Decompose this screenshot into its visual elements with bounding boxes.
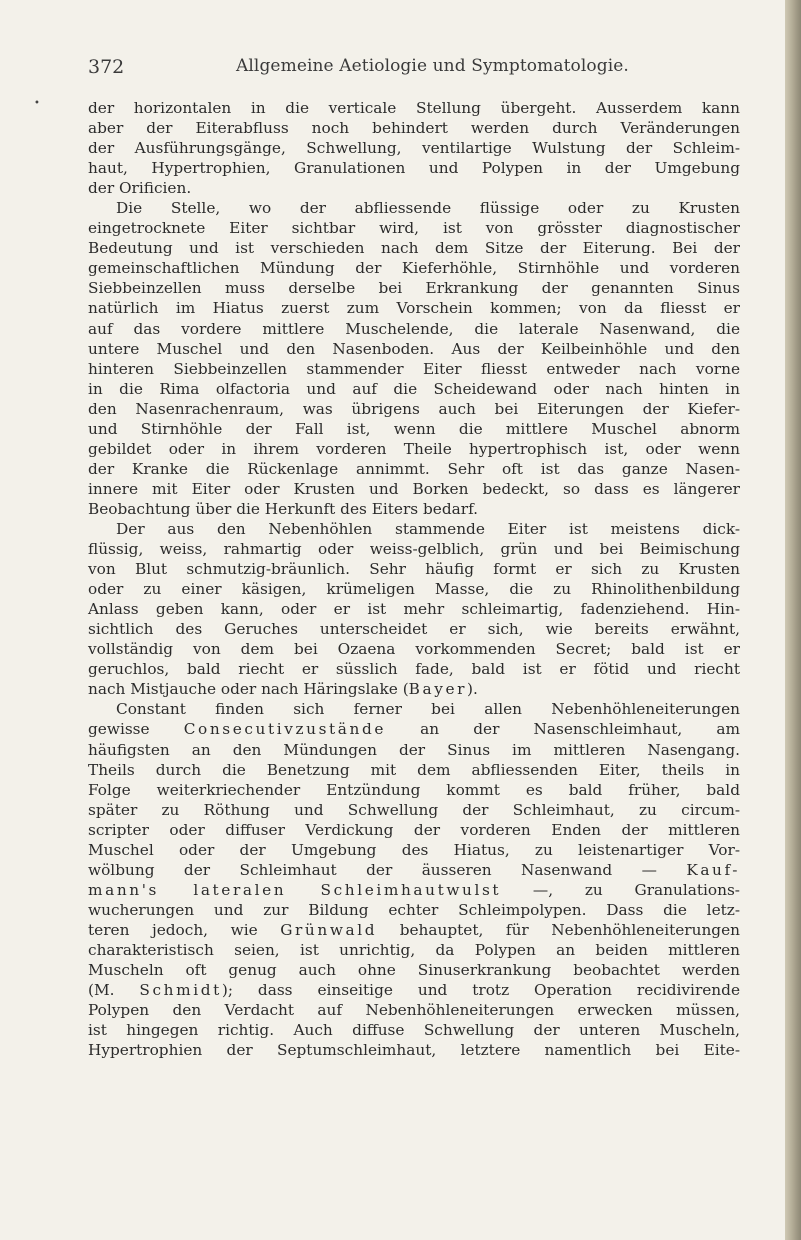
text-line: der Ausführungsgänge, Schwellung, ventilartige Wulstung der Schleim-: [88, 139, 740, 158]
text-line: häufigsten an den Mündungen der Sinus im mittleren Nasengang.: [88, 740, 740, 759]
text-line: innere mit Eiter oder Krusten und Borken bedeckt, so dass es längerer: [88, 479, 740, 498]
text-line: Muscheln oft genug auch ohne Sinuserkrankung beobachtet werden: [88, 961, 740, 980]
text-line: Anlass geben kann, oder er ist mehr schleimartig, fadenziehend. Hin-: [88, 600, 740, 619]
text-line: Bedeutung und ist verschieden nach dem Sitze der Eiterung. Bei der: [88, 239, 740, 258]
text-line: geruchlos, bald riecht er süsslich fade, bald ist er fötid und riecht: [88, 660, 740, 679]
text-line: Die Stelle, wo der abfliessende flüssige oder zu Krusten: [116, 199, 740, 218]
text-line: sichtlich des Geruches unterscheidet er sich, wie bereits erwähnt,: [88, 620, 740, 639]
text-line: (M. Schmidt); dass einseitige und trotz Operation recidivirende: [88, 981, 740, 1000]
text-line: von Blut schmutzig-bräunlich. Sehr häufig formt er sich zu Krusten: [88, 560, 740, 579]
page-edge-shadow: [785, 0, 801, 1240]
spaced-name: Schmidt: [139, 981, 222, 1000]
text-line: gebildet oder in ihrem vorderen Theile hypertrophisch ist, oder wenn: [88, 439, 740, 458]
spaced-name: Consecutivzustände: [183, 720, 387, 739]
text-line: Hypertrophien der Septumschleimhaut, letztere namentlich bei Eite-: [88, 1041, 740, 1060]
text-line: aber der Eiterabfluss noch behindert werden durch Veränderungen: [88, 119, 740, 138]
text-line: auf das vordere mittlere Muschelende, die laterale Nasenwand, die: [88, 319, 740, 338]
text-line: ist hingegen richtig. Auch diffuse Schwellung der unteren Muscheln,: [88, 1021, 740, 1040]
text-line: gewisse Consecutivzustände an der Nasenschleimhaut, am: [88, 720, 740, 739]
text-line: und Stirnhöhle der Fall ist, wenn die mittlere Muschel abnorm: [88, 419, 740, 438]
text-line: in die Rima olfactoria und auf die Scheidewand oder nach hinten in: [88, 379, 740, 398]
page-number: 372: [88, 56, 125, 78]
text-line: gemeinschaftlichen Mündung der Kieferhöhle, Stirnhöhle und vorderen: [88, 259, 740, 278]
text-line: Muschel oder der Umgebung des Hiatus, zu leistenartiger Vor-: [88, 840, 740, 859]
text-line: teren jedoch, wie Grünwald behauptet, für Nebenhöhleneiterungen: [88, 920, 740, 939]
text-line: Constant finden sich ferner bei allen Nebenhöhleneiterungen: [116, 700, 740, 719]
body-text: [88, 98, 740, 1060]
text-line: Folge weiterkriechender Entzündung kommt es bald früher, bald: [88, 780, 740, 799]
text-line: Beobachtung über die Herkunft des Eiters bedarf.: [88, 499, 479, 518]
text-line: hinteren Siebbeinzellen stammender Eiter fliesst entweder nach vorne: [88, 359, 740, 378]
text-line: haut, Hypertrophien, Granulationen und Polypen in der Umgebung: [88, 159, 740, 178]
spaced-name: Grünwald: [280, 920, 378, 939]
text-line: wucherungen und zur Bildung echter Schleimpolypen. Dass die letz-: [88, 900, 740, 919]
text-line: Der aus den Nebenhöhlen stammende Eiter ist meistens dick-: [116, 519, 740, 538]
text-line: flüssig, weiss, rahmartig oder weiss-gelblich, grün und bei Beimischung: [88, 540, 740, 559]
text-line: vollständig von dem bei Ozaena vorkommenden Secret; bald ist er: [88, 640, 740, 659]
margin-mark: •: [34, 98, 40, 109]
text-line: oder zu einer käsigen, krümeligen Masse, die zu Rhinolithenbildung: [88, 580, 740, 599]
text-line: Siebbeinzellen muss derselbe bei Erkrankung der genannten Sinus: [88, 279, 740, 298]
text-line: charakteristisch seien, ist unrichtig, da Polypen an beiden mittleren: [88, 940, 740, 959]
page-header: [88, 56, 748, 82]
spaced-name: Bayer: [408, 680, 468, 699]
text-line: der horizontalen in die verticale Stellung übergeht. Ausserdem kann: [88, 99, 740, 117]
text-line: Polypen den Verdacht auf Nebenhöhleneiterungen erwecken müssen,: [88, 1001, 740, 1020]
text-line: nach Mistjauche oder nach Häringslake (Bayer).: [88, 680, 478, 699]
text-line: natürlich im Hiatus zuerst zum Vorschein kommen; von da fliesst er: [88, 299, 740, 318]
text-line: der Kranke die Rückenlage annimmt. Sehr oft ist das ganze Nasen-: [88, 459, 740, 478]
text-line: untere Muschel und den Nasenboden. Aus der Keilbeinhöhle und den: [88, 339, 740, 358]
text-line: eingetrocknete Eiter sichtbar wird, ist von grösster diagnostischer: [88, 219, 740, 238]
text-line: der Orificien.: [88, 179, 192, 198]
text-line: scripter oder diffuser Verdickung der vorderen Enden der mittleren: [88, 820, 740, 839]
spaced-name: mann's lateralen Schleimhautwulst: [88, 880, 502, 899]
running-title: Allgemeine Aetiologie und Symptomatologie.: [236, 56, 629, 76]
text-line: Theils durch die Benetzung mit dem abfliessenden Eiter, theils in: [88, 760, 740, 779]
text-line: später zu Röthung und Schwellung der Schleimhaut, zu circum-: [88, 800, 740, 819]
text-line: wölbung der Schleimhaut der äusseren Nasenwand — Kauf-: [88, 860, 740, 879]
text-line: mann's lateralen Schleimhautwulst —, zu Granulations-: [88, 880, 740, 899]
spaced-name: Kauf-: [686, 860, 740, 879]
text-line: den Nasenrachenraum, was übrigens auch bei Eiterungen der Kiefer-: [88, 399, 740, 418]
